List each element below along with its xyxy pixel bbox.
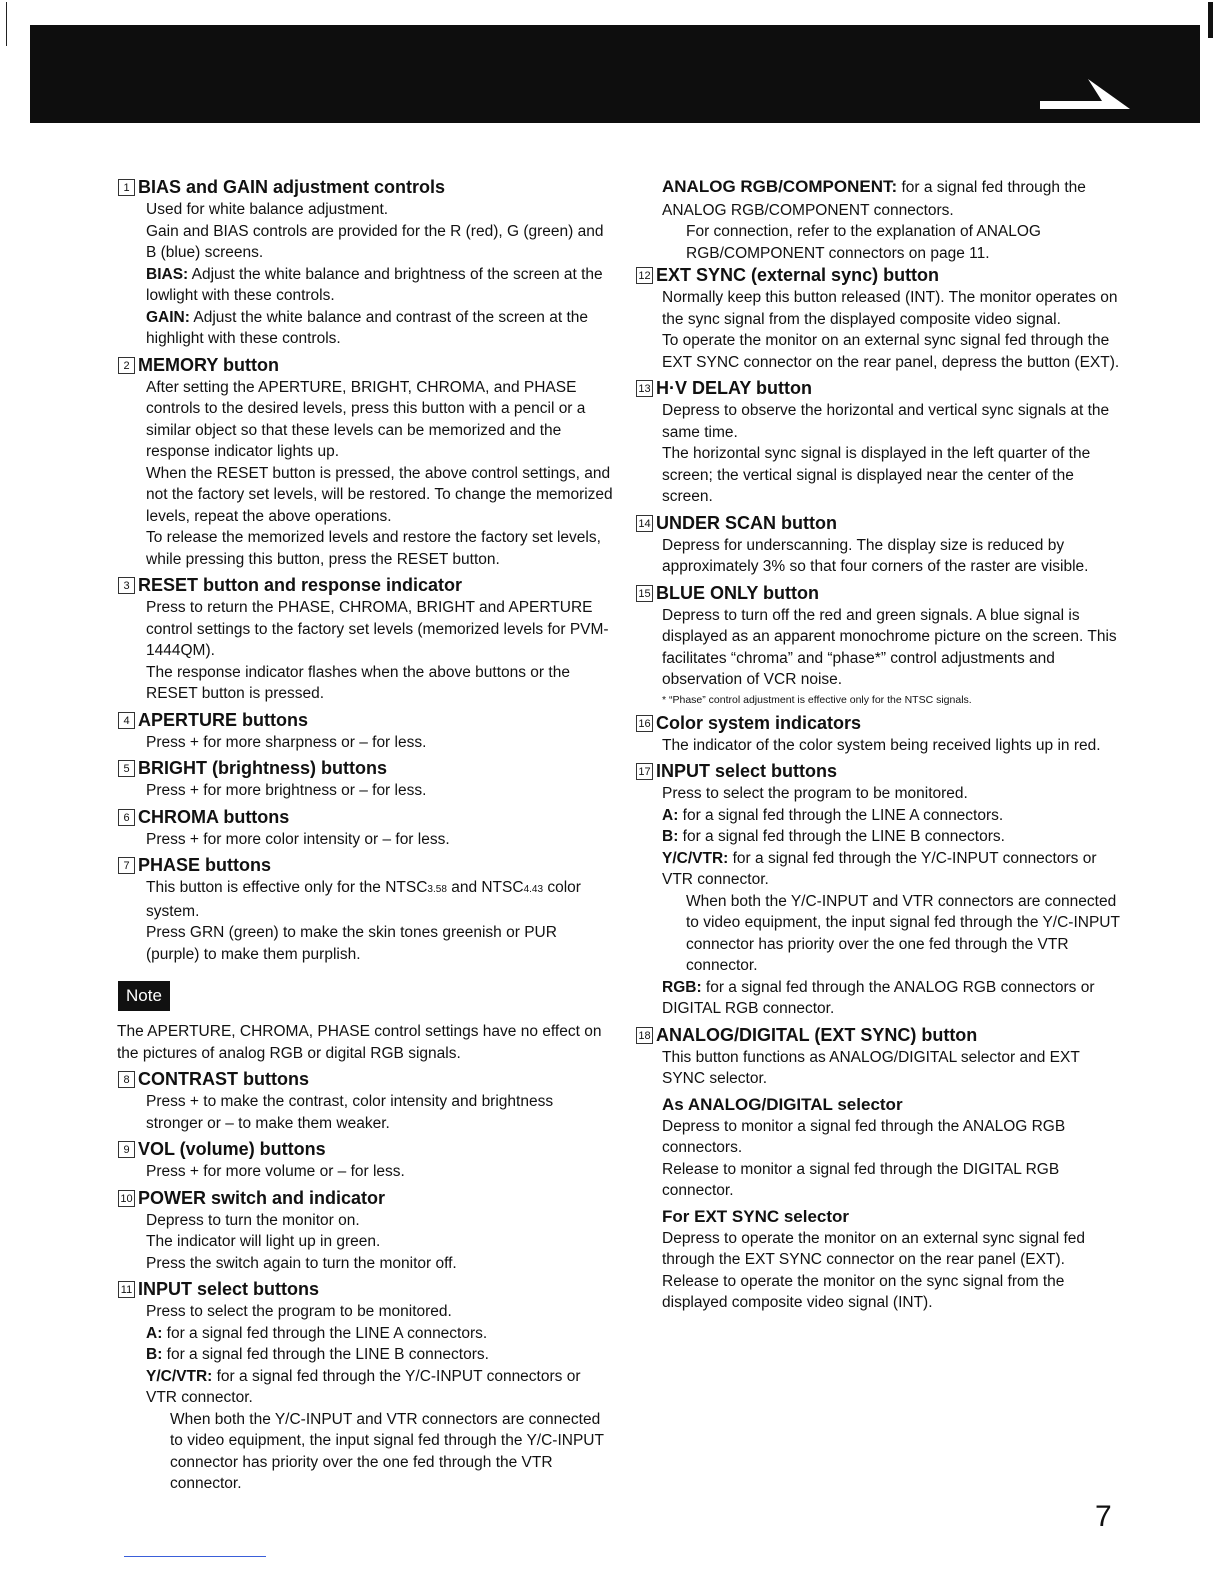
item-number: 8 <box>118 1071 135 1088</box>
paragraph: This button functions as ANALOG/DIGITAL selector and EXT SYNC selector. <box>662 1048 1080 1087</box>
paragraph: Press + for more color intensity or – for less. <box>146 830 450 848</box>
input-a <box>662 805 1126 827</box>
term: GAIN: <box>146 308 190 326</box>
left-edge-mark <box>6 2 7 46</box>
paragraph: Depress to operate the monitor on an external sync signal fed through the EXT SYNC connector on the rear panel (EXT). <box>662 1229 1086 1268</box>
term-text: for a signal fed through the Y/C-INPUT connectors or VTR connector. <box>662 849 1097 888</box>
section-blue-only <box>636 582 1126 708</box>
item-number: 1 <box>118 179 135 196</box>
section-title <box>118 1068 613 1091</box>
paragraph: Press + for more volume or – for less. <box>146 1163 405 1180</box>
paragraph <box>146 877 613 922</box>
subscript: 4.43 <box>523 884 544 895</box>
term-text: for a signal fed through the LINE A connectors. <box>162 1324 488 1342</box>
title-text: Color system indicators <box>656 712 862 733</box>
section-title <box>118 854 613 877</box>
input-b <box>662 826 1126 848</box>
paragraph: Normally keep this button released (INT). The monitor operates on the sync signal from the displayed composite video signal. <box>662 289 1118 328</box>
title-text: BRIGHT (brightness) buttons <box>138 758 387 778</box>
text: color system. <box>146 879 581 920</box>
input-yc-vtr <box>662 848 1126 891</box>
section-aperture <box>118 709 613 754</box>
paragraph: Gain and BIAS controls are provided for the R (red), G (green) and B (blue) screens. <box>146 222 604 261</box>
paragraph: Press the switch again to turn the monitor off. <box>146 1254 457 1272</box>
section-reset <box>118 574 613 705</box>
paragraph: The indicator of the color system being received lights up in red. <box>662 736 1101 754</box>
section-title <box>118 806 613 829</box>
input-yc-vtr <box>146 1366 613 1409</box>
title-text: INPUT select buttons <box>138 1279 320 1299</box>
title-text: H·V DELAY button <box>656 378 812 398</box>
item-number: 14 <box>636 515 653 532</box>
paragraph: Depress for underscanning. The display size is reduced by approximately 3% so that four corners of the raster are visible. <box>662 536 1089 575</box>
section-title <box>118 757 613 780</box>
term: BIAS: <box>146 265 189 283</box>
term-text: Adjust the white balance and contrast of the screen at the highlight with these controls. <box>146 308 589 347</box>
text: This button is effective only for the NTSC <box>146 879 428 896</box>
title-text: APERTURE buttons <box>138 709 308 730</box>
paragraph: The response indicator flashes when the above buttons or the RESET button is pressed. <box>146 663 570 702</box>
paragraph: When both the Y/C-INPUT and VTR connectors are connected to video equipment, the input signal fed through the Y/C-INPUT connector has priority over the one fed through the VTR connector. <box>170 1410 604 1492</box>
right-edge-mark <box>1208 2 1213 38</box>
paragraph: Press GRN (green) to make the skin tones greenish or PUR (purple) to make them purplish. <box>146 924 557 963</box>
section-title <box>118 176 613 199</box>
item-number: 13 <box>636 380 653 397</box>
title-text: PHASE buttons <box>138 855 271 875</box>
paragraph: For connection, refer to the explanation of ANALOG RGB/COMPONENT connectors on page 11. <box>686 223 1041 262</box>
footnote: * “Phase” control adjustment is effective only for the NTSC signals. <box>662 693 972 706</box>
subscript: 3.58 <box>427 884 447 895</box>
section-vol <box>118 1138 613 1183</box>
bottom-underline <box>124 1556 266 1557</box>
section-title <box>118 354 613 377</box>
section-bias-gain <box>118 176 613 350</box>
title-text: ANALOG/DIGITAL (EXT SYNC) button <box>656 1024 978 1045</box>
title-text: BIAS and GAIN adjustment controls <box>138 177 446 197</box>
term: A: <box>662 806 679 824</box>
section-title <box>636 712 1126 735</box>
item-number: 6 <box>118 809 135 826</box>
section-contrast <box>118 1068 613 1134</box>
paragraph: Depress to monitor a signal fed through the ANALOG RGB connectors. <box>662 1117 1066 1156</box>
term: RGB: <box>662 978 702 996</box>
header-bar <box>30 25 1200 123</box>
item-number: 7 <box>118 857 135 874</box>
section-title <box>118 1187 613 1210</box>
bias-description <box>146 264 613 307</box>
section-title <box>636 512 1126 535</box>
text: and NTSC <box>446 879 524 896</box>
term-text: for a signal fed through the LINE A connectors. <box>678 806 1004 824</box>
paragraph: Press + to make the contrast, color intensity and brightness stronger or – to make them weaker. <box>146 1093 554 1132</box>
arrow-right-icon <box>1040 79 1130 113</box>
term-text: Adjust the white balance and brightness of the screen at the lowlight with these controls. <box>146 265 603 304</box>
left-column <box>118 176 613 1499</box>
section-hv-delay <box>636 377 1126 508</box>
title-text: INPUT select buttons <box>656 761 838 781</box>
section-title <box>636 582 1126 605</box>
section-bright <box>118 757 613 802</box>
title-text: VOL (volume) buttons <box>138 1139 326 1159</box>
section-ext-sync <box>636 264 1126 373</box>
title-text: POWER switch and indicator <box>138 1187 386 1208</box>
term-text: for a signal fed through the Y/C-INPUT connectors or VTR connector. <box>146 1367 581 1406</box>
section-analog-digital <box>636 1024 1126 1314</box>
paragraph: Release to monitor a signal fed through the DIGITAL RGB connector. <box>662 1160 1060 1199</box>
paragraph: When both the Y/C-INPUT and VTR connectors are connected to video equipment, the input signal fed through the Y/C-INPUT connector has priority over the one fed through the VTR connector. <box>686 892 1120 974</box>
title-text: EXT SYNC (external sync) button <box>656 265 940 285</box>
title-text: UNDER SCAN button <box>656 512 837 533</box>
paragraph: Release to operate the monitor on the sync signal from the displayed composite video signal (INT). <box>662 1272 1065 1311</box>
input-a <box>146 1323 613 1345</box>
gain-description <box>146 307 613 350</box>
paragraph: Press to return the PHASE, CHROMA, BRIGHT and APERTURE control settings to the factory set levels (memorized levels for PVM-1444QM). <box>146 599 609 659</box>
section-title <box>118 574 613 597</box>
section-title <box>118 1138 613 1161</box>
section-title <box>636 760 1126 783</box>
term-text: for a signal fed through the LINE B connectors. <box>162 1346 489 1363</box>
paragraph: Depress to turn the monitor on. <box>146 1211 360 1229</box>
section-color-system <box>636 712 1126 757</box>
analog-rgb-component <box>662 176 1126 221</box>
item-number: 16 <box>636 715 653 732</box>
section-title <box>118 709 613 732</box>
paragraph: To operate the monitor on an external sync signal fed through the EXT SYNC connector on the rear panel, depress the button (EXT). <box>662 332 1120 371</box>
paragraph: Used for white balance adjustment. <box>146 201 389 218</box>
title-text: RESET button and response indicator <box>138 575 463 595</box>
title-text: CONTRAST buttons <box>138 1069 309 1089</box>
section-title <box>118 1278 613 1301</box>
paragraph: Depress to turn off the red and green signals. A blue signal is displayed as an apparent monochrome picture on the screen. This facilitates “chroma” and “phase*” control adjustments and observation of VCR noise. <box>662 606 1117 688</box>
paragraph: After setting the APERTURE, BRIGHT, CHROMA, and PHASE controls to the desired levels, press this button with a pencil or a similar object so that these levels can be memorized and the response indicator lights up. <box>146 378 586 460</box>
paragraph: The indicator will light up in green. <box>146 1233 381 1250</box>
subsection-title: For EXT SYNC selector <box>662 1206 850 1226</box>
term: Y/C/VTR: <box>662 849 729 867</box>
section-input-right <box>636 760 1126 1020</box>
item-number: 12 <box>636 267 653 284</box>
title-text: CHROMA buttons <box>138 806 290 827</box>
item-number: 3 <box>118 577 135 594</box>
paragraph: The horizontal sync signal is displayed in the left quarter of the screen; the vertical signal is displayed near the center of the screen. <box>662 445 1091 505</box>
paragraph: Press to select the program to be monitored. <box>662 785 968 802</box>
note-label: Note <box>118 981 170 1011</box>
section-title <box>636 377 1126 400</box>
section-under-scan <box>636 512 1126 578</box>
section-input-left <box>118 1278 613 1495</box>
term: Y/C/VTR: <box>146 1367 213 1385</box>
term: A: <box>146 1324 163 1342</box>
page-number: 7 <box>1095 1500 1112 1533</box>
item-number: 15 <box>636 585 653 602</box>
input-b <box>146 1344 613 1366</box>
paragraph: Depress to observe the horizontal and vertical sync signals at the same time. <box>662 402 1110 441</box>
right-column <box>636 176 1126 1318</box>
note-text: The APERTURE, CHROMA, PHASE control settings have no effect on the pictures of analog RGB or digital RGB signals. <box>117 1023 602 1062</box>
item-number: 18 <box>636 1027 653 1044</box>
item-number: 17 <box>636 763 653 780</box>
item-number: 2 <box>118 357 135 374</box>
term: B: <box>146 1346 163 1363</box>
term-text: for a signal fed through the LINE B connectors. <box>678 828 1005 845</box>
term: B: <box>662 828 679 845</box>
section-title <box>636 264 1126 287</box>
term: ANALOG RGB/COMPONENT: <box>662 177 898 196</box>
term-text: for a signal fed through the ANALOG RGB connectors or DIGITAL RGB connector. <box>662 978 1095 1017</box>
paragraph: When the RESET button is pressed, the above control settings, and not the factory set levels, will be restored. To change the memorized levels, repeat the above operations. <box>146 464 613 525</box>
section-power <box>118 1187 613 1275</box>
item-number: 11 <box>118 1281 135 1298</box>
paragraph: To release the memorized levels and restore the factory set levels, while pressing this button, press the RESET button. <box>146 529 601 568</box>
title-text: MEMORY button <box>138 354 279 375</box>
paragraph: Press + for more brightness or – for less. <box>146 782 427 799</box>
title-text: BLUE ONLY button <box>656 582 819 603</box>
input-rgb <box>662 977 1126 1020</box>
item-number: 10 <box>118 1190 135 1207</box>
paragraph: Press + for more sharpness or – for less. <box>146 733 427 751</box>
section-chroma <box>118 806 613 851</box>
item-number: 5 <box>118 760 135 777</box>
term-text: for a signal fed through the ANALOG RGB/COMPONENT connectors. <box>662 179 1086 219</box>
item-number: 9 <box>118 1141 135 1158</box>
section-phase <box>118 854 613 965</box>
section-memory <box>118 354 613 571</box>
item-number: 4 <box>118 712 135 729</box>
subsection-title: As ANALOG/DIGITAL selector <box>662 1094 903 1114</box>
section-title <box>636 1024 1126 1047</box>
paragraph: Press to select the program to be monitored. <box>146 1303 452 1320</box>
